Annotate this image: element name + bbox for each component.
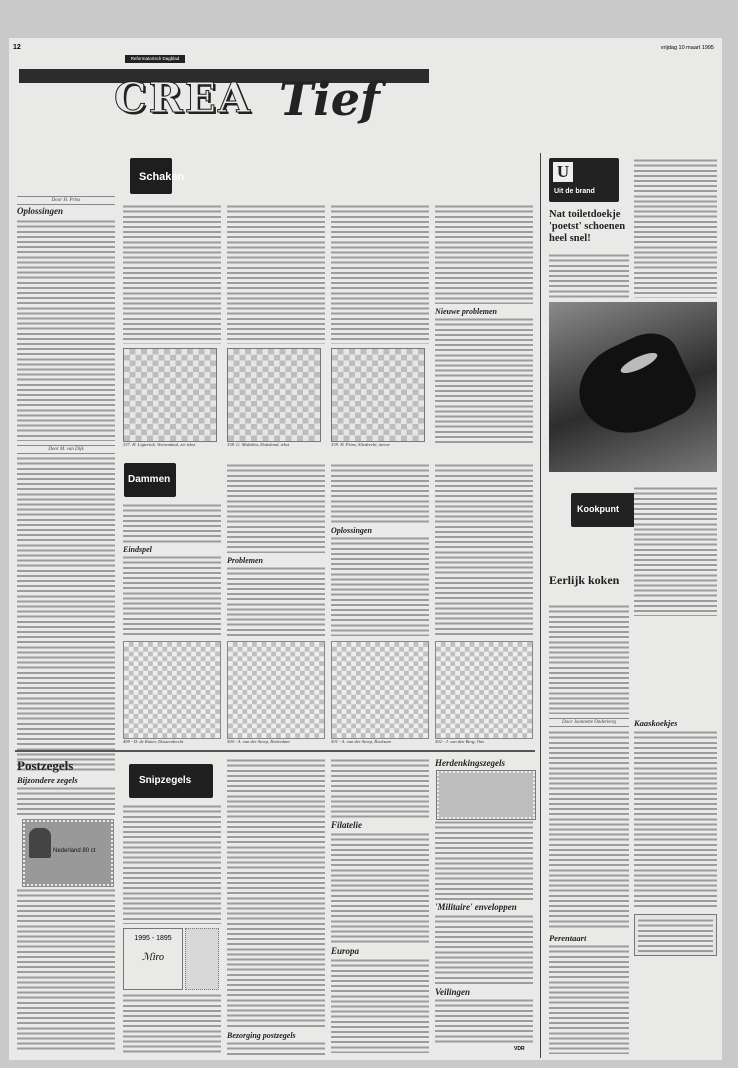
koken-byline: Door Jeannette Onderberg bbox=[549, 718, 629, 727]
shoe-photo bbox=[549, 302, 717, 472]
dammen-byline: Door M. van Dijk bbox=[17, 445, 115, 454]
right-section-divider bbox=[540, 153, 541, 1058]
koken-heading: Eerlijk koken bbox=[549, 573, 620, 587]
postzegels-text-col4c bbox=[331, 958, 429, 1053]
page-date: vrijdag 10 maart 1995 bbox=[660, 45, 714, 51]
dammen-text-col2b bbox=[123, 555, 221, 635]
draughts-caption-502: 502 - J. van den Berg, Ons bbox=[435, 739, 485, 744]
koken-box bbox=[634, 914, 717, 956]
postzegels-text-col3a bbox=[227, 758, 325, 1028]
schaken-heading: Oplossingen bbox=[17, 206, 64, 216]
koken-text-col1c bbox=[549, 944, 629, 1054]
postzegels-text-col4a bbox=[331, 758, 429, 818]
herdenking-stamps bbox=[437, 771, 535, 819]
draughts-caption-501: 501 - A. van der Stoep, Rocksum bbox=[331, 739, 391, 744]
koken-kaaskoekjes-heading: Kaaskoekjes bbox=[634, 718, 678, 728]
postzegels-signature: VDR bbox=[514, 1046, 525, 1052]
draughts-diagram-501 bbox=[331, 641, 429, 739]
draughts-diagram-499 bbox=[123, 641, 221, 739]
schaken-text-col2 bbox=[123, 204, 221, 344]
uitdebrand-heading: Nat toiletdoekje 'poetst' schoenen heel snel! bbox=[549, 209, 626, 244]
postzegels-text-col5a bbox=[435, 820, 533, 900]
postzegels-text-col5c bbox=[435, 998, 533, 1044]
dammen-logo-text: Dammen bbox=[128, 474, 171, 485]
postzegels-text-col2b bbox=[123, 993, 221, 1053]
dammen-text-col4a bbox=[331, 463, 429, 523]
koken-box-lines bbox=[638, 918, 713, 952]
koken-text-col1b bbox=[549, 730, 629, 930]
postzegels-text-col1a bbox=[17, 786, 115, 816]
nieuwe-problemen-heading: Nieuwe problemen bbox=[435, 307, 497, 316]
dammen-eindspel-heading: Eindspel bbox=[123, 545, 152, 554]
uitdebrand-text-col2 bbox=[634, 158, 717, 298]
dammen-oplossingen-heading: Oplossingen bbox=[331, 526, 372, 535]
postzegels-text-col2a bbox=[123, 804, 221, 924]
schaken-text-col6 bbox=[435, 317, 533, 445]
chess-diagram-337 bbox=[123, 348, 217, 442]
dammen-text-col4b bbox=[331, 536, 429, 636]
postzegels-text-col1b bbox=[17, 888, 115, 1053]
masthead-title-right: Tief bbox=[279, 72, 380, 126]
schaken-logo-text: Schaken bbox=[139, 171, 185, 183]
dammen-text-col3b bbox=[227, 566, 325, 636]
koken-text-col1a bbox=[549, 604, 629, 714]
uitdebrand-logo-text: Uit de brand bbox=[554, 188, 595, 195]
uitdebrand-logo-U: U bbox=[553, 162, 573, 182]
chess-caption-339: 339. H. Prins, Sliedrecht, nieuw bbox=[331, 442, 390, 447]
masthead-title-left: CREA bbox=[114, 74, 252, 122]
dammen-text-col3a bbox=[227, 463, 325, 553]
schaken-text-col5 bbox=[435, 204, 533, 304]
koken-text-col2b bbox=[634, 730, 717, 910]
chess-caption-337: 337. H. Ligterink, Veenendaal, zie tekst bbox=[123, 442, 196, 447]
postzegels-militaire-heading: 'Militaire' enveloppen bbox=[435, 902, 517, 912]
stamp-image bbox=[23, 820, 113, 886]
section-divider bbox=[15, 750, 535, 752]
postzegels-europa-heading: Europa bbox=[331, 946, 360, 956]
dammen-text-col1 bbox=[17, 456, 115, 774]
stamp-text: Nederland 80 ct bbox=[53, 848, 96, 854]
page-number: 12 bbox=[13, 44, 21, 51]
schaken-text-col3 bbox=[227, 204, 325, 344]
postzegels-text-col5b bbox=[435, 914, 533, 984]
chess-diagram-338 bbox=[227, 348, 321, 442]
postzegels-sub: Bijzondere zegels bbox=[17, 775, 78, 785]
postzegels-filatelie-heading: Filatelie bbox=[331, 820, 362, 830]
postzegels-veilingen-heading: Veilingen bbox=[435, 987, 471, 997]
draughts-caption-500: 500 - A. van der Stoep, Rotterdam bbox=[227, 739, 290, 744]
dammen-text-col5 bbox=[435, 463, 533, 638]
chess-diagram-339 bbox=[331, 348, 425, 442]
dammen-text-col2a bbox=[123, 503, 221, 543]
schaken-text-col4 bbox=[331, 204, 429, 344]
postzegels-text-col3b bbox=[227, 1041, 325, 1055]
stamp-block-scribble: ℳiro bbox=[142, 952, 164, 963]
koken-perentaart-heading: Perentaart bbox=[549, 933, 587, 943]
schaken-byline: Door H. Prins bbox=[17, 196, 115, 205]
snipzegels-logo-text: Snipzegels bbox=[139, 775, 192, 786]
koken-text-col2a bbox=[634, 486, 717, 616]
postzegels-heading: Postzegels bbox=[17, 758, 74, 773]
dammen-problemen-heading: Problemen bbox=[227, 556, 263, 565]
draughts-caption-499: 499 - D. de Ruiter, Dussendrecht bbox=[123, 739, 184, 744]
postzegels-text-col4b bbox=[331, 832, 429, 944]
schaken-text-col1 bbox=[17, 219, 115, 441]
stamp-vertical bbox=[185, 928, 219, 990]
kookpunt-logo-text: Kookpunt bbox=[577, 504, 619, 514]
stamp-portrait bbox=[29, 828, 51, 858]
shoe-shape bbox=[565, 323, 703, 451]
uitdebrand-text-col1 bbox=[549, 253, 629, 298]
draughts-diagram-502 bbox=[435, 641, 533, 739]
newspaper-page bbox=[9, 38, 722, 1060]
masthead-tag: Reformatorisch Dagblad bbox=[125, 55, 185, 63]
stamp-block bbox=[123, 928, 183, 990]
postzegels-herdenking-heading: Herdenkingszegels bbox=[435, 758, 506, 768]
stamp-block-date: 1995 - 1895 bbox=[134, 935, 172, 942]
chess-caption-338: 338. G. Malekha, Duitsland, tekst bbox=[227, 442, 290, 447]
uitdebrand-logo bbox=[549, 158, 619, 202]
draughts-diagram-500 bbox=[227, 641, 325, 739]
postzegels-bezorging-heading: Bezorging postzegels bbox=[227, 1031, 296, 1040]
